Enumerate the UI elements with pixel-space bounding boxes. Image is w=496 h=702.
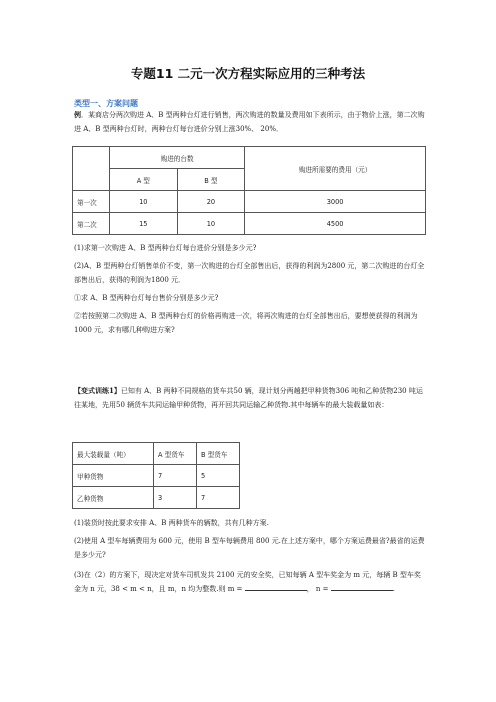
table-cell: 乙种货物 (73, 487, 154, 509)
example-label: 例 (74, 110, 81, 119)
table-corner-cell (73, 147, 110, 191)
variant-label: 【变式训练1】 (74, 386, 121, 395)
question-2: (2)A、B 型两种台灯销售单价不变，第一次购进的台灯全部售出后，获得的利润为2800 元，第二次购进的台灯全部售出后，获得的利润为1800 元． (74, 262, 425, 284)
table-header-cell: 最大装载量（吨） (73, 443, 154, 465)
table-cell: 3 (154, 487, 197, 509)
example-paragraph (74, 108, 426, 136)
variant-question-1: (1)装货时按此要求安排 A、B 两种货车的辆数，共有几种方案. (74, 519, 269, 527)
table-header-cell: A 型货车 (154, 443, 197, 465)
table-cell: 7 (196, 487, 239, 509)
variant-question-3-text: (3)在（2）的方案下，现决定对货车司机发共 2100 元的安全奖，已知每辆 A 型车奖金为 m 元，每辆 B 型车奖金为 n 元，38 < m < n，且 m，n 均为整数.则 m = (74, 571, 421, 593)
variant-question-3: (3)在（2）的方案下，现决定对货车司机发共 2100 元的安全奖，已知每辆 A 型车奖金为 m 元，每辆 B 型车奖金为 n 元，38 < m < n，且 m，n 均为整数.则 m = ， n = . (74, 571, 421, 593)
question-1: (1)求第一次购进 A、B 型两种台灯每台进价分别是多少元? (74, 244, 257, 252)
cell-a: 15 (110, 213, 178, 235)
answer-blank-n[interactable] (331, 582, 393, 591)
cell-b: 20 (177, 191, 245, 213)
table-header-count: 购进的台数 (110, 147, 245, 169)
n-label: n = (315, 585, 329, 593)
row-label: 第二次 (73, 213, 110, 235)
table-header-b: B 型 (177, 169, 245, 191)
variant-text: 已知有 A、B 两种不同规格的货车共50 辆，现计划分两趟把甲种货物306 吨和乙种货物230 吨运往某地，先用50 辆货车共同运输甲种货物，再开回共同运输乙种货物.其中每辆车的最大装载量如表： (74, 387, 423, 409)
cell-cost: 4500 (245, 213, 426, 235)
table-row (73, 487, 240, 509)
variant-paragraph (74, 384, 426, 412)
cell-b: 10 (177, 213, 245, 235)
section-heading: 类型一、方案问题 (74, 99, 138, 108)
question-2-part-2: ②若按照第二次购进 A、B 型两种台灯的价格再购进一次，将再次购进的台灯全部售出后，要想使获得的利润为1000 元，求有哪几种购进方案? (74, 312, 418, 334)
cell-a: 10 (110, 191, 178, 213)
table-cell: 5 (196, 465, 239, 487)
question-2-part-1: ①求 A、B 型两种台灯每台售价分别是多少元? (74, 294, 219, 302)
table-header-a: A 型 (110, 169, 178, 191)
variant-question-2: (2)使用 A 型车每辆费用为 600 元，使用 B 型车每辆费用 800 元.在上述方案中，哪个方案运费最省?最省的运费是多少元? (74, 537, 425, 559)
table-cell: 7 (154, 465, 197, 487)
table-header-cell: B 型货车 (196, 443, 239, 465)
row-label: 第一次 (73, 191, 110, 213)
table-row (73, 465, 240, 487)
load-capacity-table (72, 442, 240, 509)
example-text: ．某商店分两次购进 A、B 型两种台灯进行销售，两次购进的数量及费用如下表所示，由于物价上涨，第二次购进 A、B 型两种台灯时，两种台灯每台进价分别上涨30%、 20%． (74, 111, 425, 133)
table-row (73, 213, 426, 235)
table-header-cost: 购进所需要的费用（元） (245, 147, 426, 191)
answer-blank-m[interactable] (245, 582, 307, 591)
purchase-table (72, 146, 426, 235)
page-title: 专题11 二元一次方程实际应用的三种考法 (130, 66, 366, 81)
table-cell: 甲种货物 (73, 465, 154, 487)
cell-cost: 3000 (245, 191, 426, 213)
table-row (73, 191, 426, 213)
